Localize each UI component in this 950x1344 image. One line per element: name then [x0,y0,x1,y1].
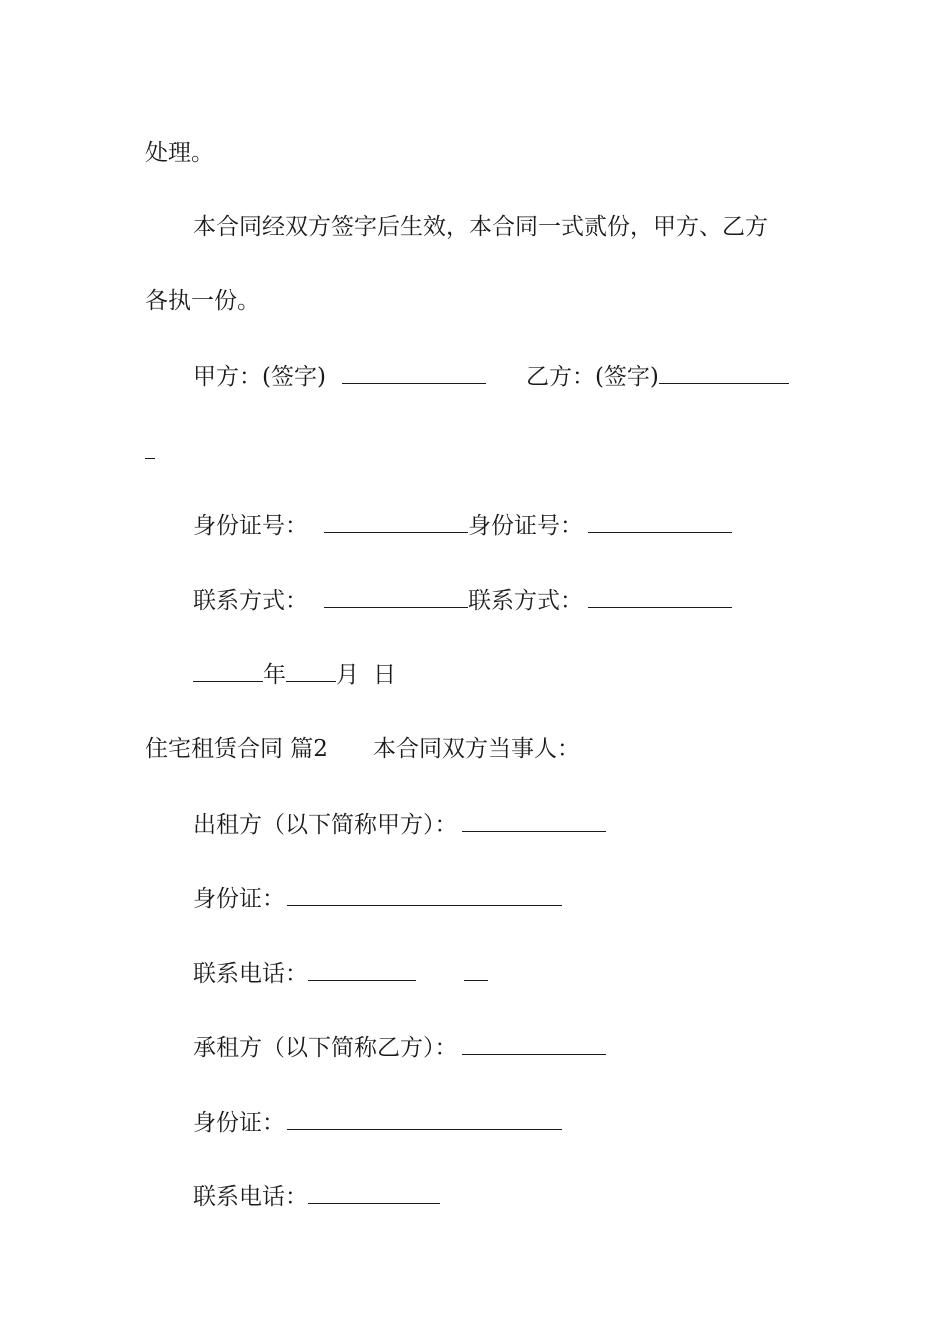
party-a-contact-label: 联系方式： [193,588,308,614]
party-b-contact-blank[interactable] [588,585,732,608]
lessee-blank[interactable] [462,1032,606,1055]
signature-row [193,361,789,392]
party-b-sign-blank-continued[interactable] [145,436,155,459]
contact-row [193,585,732,616]
month-blank[interactable] [286,659,336,682]
lessee-row [193,1032,606,1063]
section-title: 住宅租赁合同 篇2 [145,736,328,762]
day-label: 日 [373,662,396,688]
lessor-id-label: 身份证： [193,886,285,912]
party-a-id-label: 身份证号： [193,513,308,539]
lessor-phone-row [193,958,488,989]
lessee-phone-blank[interactable] [308,1181,440,1204]
id-row [193,510,732,541]
signature-row-overflow [145,436,155,467]
section-heading-row [145,734,580,764]
lessee-id-row [193,1107,562,1138]
month-label: 月 [336,662,359,688]
copies-clause: 各执一份。 [145,288,260,314]
lessor-phone-label: 联系电话： [193,961,308,987]
lessor-row [193,809,606,840]
party-b-id-blank[interactable] [588,510,732,533]
parties-intro: 本合同双方当事人： [372,736,580,762]
party-b-sign-blank[interactable] [659,361,789,384]
year-label: 年 [263,662,286,688]
lessor-id-blank[interactable] [287,883,562,906]
lessee-id-label: 身份证： [193,1110,285,1136]
party-b-contact-label: 联系方式： [468,588,583,614]
lessee-label: 承租方（以下简称乙方）： [193,1035,458,1061]
lessee-phone-row [193,1181,440,1212]
paragraph-end: 处理。 [145,140,214,166]
lessee-id-blank[interactable] [287,1107,562,1130]
party-a-sign-label: 甲方：(签字) [193,364,326,390]
party-b-id-label: 身份证号： [468,513,583,539]
party-b-sign-label: 乙方：(签字) [525,364,659,390]
lessor-label: 出租方（以下简称甲方）： [193,812,458,838]
lessee-phone-label: 联系电话： [193,1184,308,1210]
party-a-contact-blank[interactable] [324,585,468,608]
year-blank[interactable] [193,659,263,682]
lessor-phone-blank-2[interactable] [464,958,488,981]
lessor-id-row [193,883,562,914]
date-row [193,659,396,690]
party-a-sign-blank[interactable] [342,361,486,384]
party-a-id-blank[interactable] [324,510,468,533]
lessor-phone-blank[interactable] [308,958,416,981]
lessor-blank[interactable] [462,809,606,832]
effect-clause: 本合同经双方签字后生效，本合同一式贰份，甲方、乙方 [193,214,768,240]
